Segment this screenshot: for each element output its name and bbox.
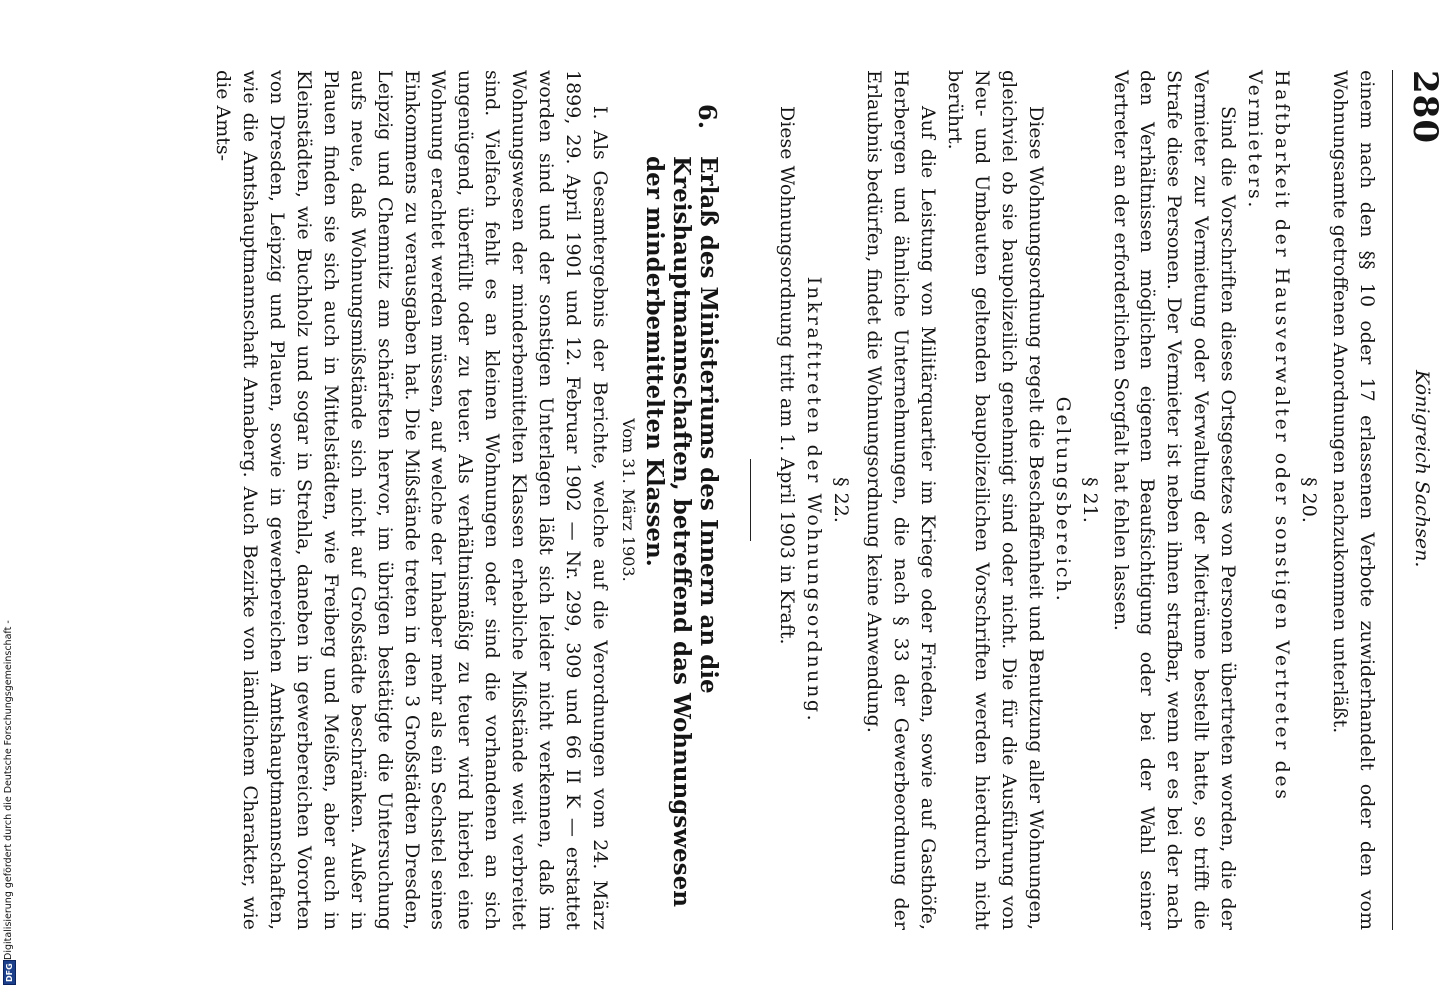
section-divider: [750, 459, 752, 541]
section-22-heading: § 22.: [830, 477, 853, 523]
section-21-text-2: Auf die Leistung von Militärquartier im Kriege oder Frieden, sowie auf Gasthöfe, Herbergen und ähnliche Unternehmungen, die nach § 33 der Gewerbeordnung der Erlaubnis bedürfen, findet die Wohnungsordnung keine Anwendung.: [863, 70, 940, 930]
decree-text: I. Als Gesamtergebnis der Berichte, welche auf die Verordnungen vom 24. März 1899, 29. April 1901 und 12. Februar 1902 — Nr. 299, 309 und 66 II K — erstattet worden sind und der sonstigen Unterlagen läßt sich leider nicht verkennen, daß im Wohnungswesen der minderbemittelten Klassen erhebliche Mißstände weit verbreitet sind. Vielfach fehlt es an kleinen Wohnungen oder sind die vorhandenen an sich ungenügend, überfüllt oder zu teuer. Als verhältnismäßig zu teuer wird hierbei eine Wohnung erachtet werden müssen, auf welche der Inhaber mehr als ein Sechstel seines Einkommens zu verausgaben hat. Die Mißstände treten in den 3 Großstädten Dresden, Leipzig und Chemnitz am schärfsten hervor, im übrigen bestätigte die Untersuchung aufs neue, daß Wohnungsmißstände sich nicht auf Großstädte beschränken. Außer in Plauen finden sie sich auch in Mittelstädten, wie Freiberg und Meißen, aber auch in Kleinstädten, wie Buchholz und sogar in Strehla, daneben in gewerbereichen Vororten von Dresden, Leipzig und Plauen, sowie in gewerbereichen Amtshauptmannschaften, wie die Amtshauptmannschaft Annaberg. Auch Bezirke von ländlichem Charakter, wie die Amts-: [212, 70, 611, 930]
decree-date: Vom 31. März 1903.: [618, 418, 638, 582]
decree-heading: [641, 70, 722, 930]
page-number: 280: [1405, 70, 1445, 144]
intro-paragraph: einem nach den §§ 10 oder 17 erlassenen Verbote zuwiderhandelt oder den vom Wohnungsamte getroffenen Anordnungen nachzukommen unterläßt.: [1329, 70, 1378, 930]
section-21-heading: § 21.: [1078, 477, 1101, 523]
digitization-footer: [0, 0, 22, 1000]
section-22-text: Diese Wohnungsordnung tritt am 1. April 1903 in Kraft.: [776, 106, 799, 645]
decree-title: Erlaß des Ministeriums des Innern an die Kreishauptmannschaften, betreffend das Wohnungswesen der minderbemittelten Klassen.: [640, 156, 722, 907]
section-20-heading: § 20.: [1298, 477, 1321, 523]
decree-number: 6.: [692, 104, 722, 130]
page-header: [1392, 70, 1445, 930]
running-title: Königreich Sachsen.: [1411, 370, 1433, 568]
document-page: [209, 70, 1445, 930]
section-21-text-1: Diese Wohnungsordnung regelt die Beschaffenheit und Benutzung aller Wohnungen, gleichviel ob sie baupolizeilich genehmigt sind oder nicht. Die für die Ausführung von Neu- und Umbauten geltenden baupolizeilichen Vorschriften werden hierdurch nicht berührt.: [943, 70, 1047, 930]
digitization-credit: Digitalisierung gefördert durch die Deutsche Forschungsgemeinschaft -: [3, 620, 14, 960]
section-20-text: Sind die Vorschriften dieses Ortsgesetzes von Personen übertreten worden, die der Vermieter zur Vermietung oder Verwaltung der Mieträume bestellt hatte, so trifft die Strafe diese Personen. Der Vermieter ist neben ihnen strafbar, wenn er es bei der nach den Verhältnissen möglichen eigenen Beaufsichtigung oder bei der Wahl seiner Vertreter an der erforderlichen Sorgfalt hat fehlen lassen.: [1109, 70, 1240, 930]
section-22-title: Inkrafttreten der Wohnungsordnung.: [803, 276, 826, 724]
section-21-title: Geltungsbereich.: [1051, 396, 1074, 604]
section-20-title: Haftbarkeit der Hausverwalter oder sonstigen Vertreter des Vermieters.: [1244, 70, 1294, 802]
dfg-logo: DFG: [3, 960, 16, 985]
